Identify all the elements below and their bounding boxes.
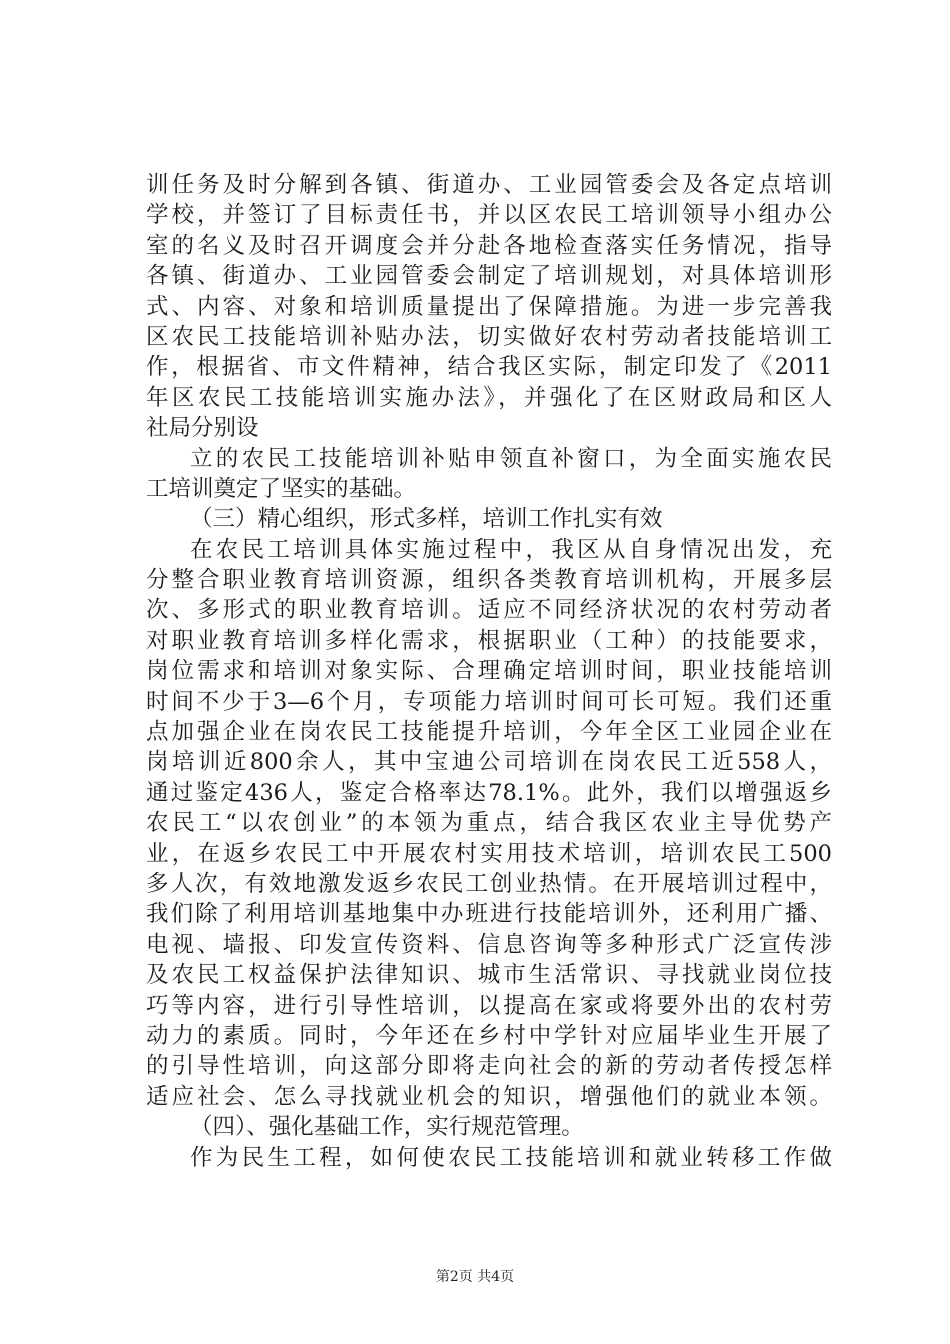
text-line: 分整合职业教育培训资源，组织各类教育培训机构，开展多层 bbox=[146, 567, 832, 594]
text-line: 多人次，有效地激发返乡农民工创业热情。在开展培训过程中， bbox=[146, 870, 832, 897]
text-line: 社局分别设 bbox=[146, 415, 259, 442]
text-line: 点加强企业在岗农民工技能提升培训，今年全区工业园企业在 bbox=[146, 719, 832, 746]
document-body bbox=[146, 170, 832, 1173]
text-line: 立的农民工技能培训补贴申领直补窗口，为全面实施农民 bbox=[190, 445, 832, 472]
text-line: 岗培训近800余人，其中宝迪公司培训在岗农民工近558人， bbox=[146, 749, 832, 776]
text-line: 室的名义及时召开调度会并分赴各地检查落实任务情况，指导 bbox=[146, 232, 832, 259]
text-line: 及农民工权益保护法律知识、城市生活常识、寻找就业岗位技 bbox=[146, 962, 832, 989]
text-line: （三）精心组织，形式多样，培训工作扎实有效 bbox=[190, 506, 663, 533]
text-line: 在农民工培训具体实施过程中，我区从自身情况出发，充 bbox=[190, 536, 832, 563]
text-line: 适应社会、怎么寻找就业机会的知识，增强他们的就业本领。 bbox=[146, 1083, 832, 1110]
text-line: 农民工“以农创业”的本领为重点，结合我区农业主导优势产 bbox=[146, 810, 832, 837]
text-line: （四）、强化基础工作，实行规范管理。 bbox=[190, 1114, 584, 1141]
text-line: 工培训奠定了坚实的基础。 bbox=[146, 475, 417, 502]
text-line: 时间不少于3—6个月，专项能力培训时间可长可短。我们还重 bbox=[146, 688, 832, 715]
text-line: 各镇、街道办、工业园管委会制定了培训规划，对具体培训形 bbox=[146, 263, 832, 290]
text-line: 通过鉴定436人，鉴定合格率达78.1%。此外，我们以增强返乡 bbox=[146, 779, 832, 806]
text-line: 巧等内容，进行引导性培训，以提高在家或将要外出的农村劳 bbox=[146, 992, 832, 1019]
text-line: 我们除了利用培训基地集中办班进行技能培训外，还利用广播、 bbox=[146, 901, 832, 928]
text-line: 区农民工技能培训补贴办法，切实做好农村劳动者技能培训工 bbox=[146, 323, 832, 350]
text-line: 学校，并签订了目标责任书，并以区农民工培训领导小组办公 bbox=[146, 202, 832, 229]
text-line: 动力的素质。同时，今年还在乡村中学针对应届毕业生开展了 bbox=[146, 1022, 832, 1049]
text-line: 次、多形式的职业教育培训。适应不同经济状况的农村劳动者 bbox=[146, 597, 832, 624]
text-line: 业，在返乡农民工中开展农村实用技术培训，培训农民工500 bbox=[146, 840, 832, 867]
text-line: 作为民生工程，如何使农民工技能培训和就业转移工作做 bbox=[190, 1144, 832, 1171]
text-line: 作，根据省、市文件精神，结合我区实际，制定印发了《2011 bbox=[146, 354, 832, 381]
text-line: 式、内容、对象和培训质量提出了保障措施。为进一步完善我 bbox=[146, 293, 832, 320]
page-footer: 第2页 共4页 bbox=[435, 1269, 515, 1285]
text-line: 对职业教育培训多样化需求，根据职业（工种）的技能要求， bbox=[146, 627, 832, 654]
text-line: 岗位需求和培训对象实际、合理确定培训时间，职业技能培训 bbox=[146, 658, 832, 685]
text-line: 电视、墙报、印发宣传资料、信息咨询等多种形式广泛宣传涉 bbox=[146, 931, 832, 958]
text-line: 年区农民工技能培训实施办法》，并强化了在区财政局和区人 bbox=[146, 384, 832, 411]
text-line: 训任务及时分解到各镇、街道办、工业园管委会及各定点培训 bbox=[146, 172, 832, 198]
text-line: 的引导性培训，向这部分即将走向社会的新的劳动者传授怎样 bbox=[146, 1053, 832, 1080]
